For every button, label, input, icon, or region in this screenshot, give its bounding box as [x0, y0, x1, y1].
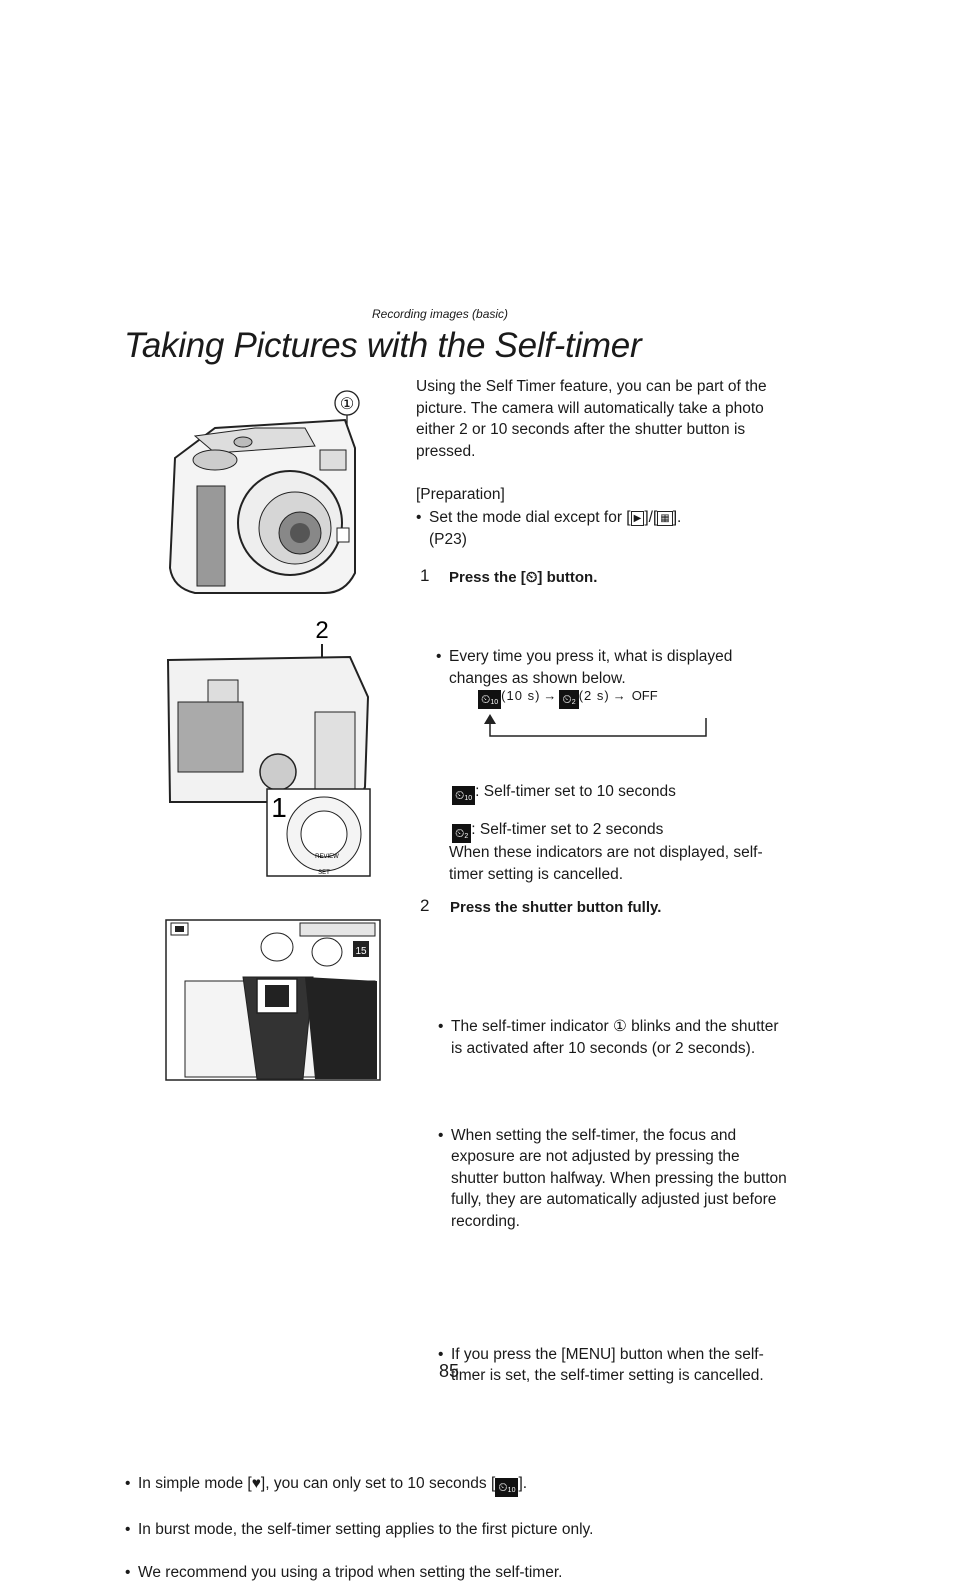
playback-mode-icon: ▶: [631, 511, 645, 526]
step-1-bullet: • Every time you press it, what is displayed changes as shown below.: [436, 646, 789, 689]
step-1-title-end: ] button.: [537, 569, 598, 586]
motion-picture-mode-icon: ▦: [657, 511, 672, 526]
figure-2-number: 2: [315, 617, 329, 644]
note-burst-mode: • In burst mode, the self-timer setting applies to the first picture only.: [125, 1519, 838, 1541]
note-simple-mode-start: In simple mode [: [138, 1474, 252, 1492]
preparation-text-mid: ]/[: [644, 509, 658, 526]
step-2-title: Press the shutter button fully.: [450, 899, 662, 916]
note-simple-mode-end: ].: [518, 1474, 528, 1492]
step-2-bullet-1-end: blinks and the shutter is activated after 10 seconds (or 2 seconds).: [451, 1018, 779, 1057]
lcd-screen-illustration: [165, 919, 381, 1081]
self-timer-10s-icon: $⏲_{10}$: [478, 690, 501, 709]
cycle-item-2s: (2 s): [578, 688, 610, 703]
step-2-bullet-1-start: The self-timer indicator: [451, 1018, 613, 1036]
heart-simple-mode-icon: ♥: [251, 1474, 261, 1492]
preparation-bullet: [416, 507, 779, 550]
section-label: Recording images (basic): [372, 307, 509, 321]
page-title: Taking Pictures with the Self-timer: [124, 326, 642, 365]
self-timer-2s-icon: $⏲_2$: [559, 690, 578, 709]
figure-2-inset-set: SET: [318, 870, 330, 876]
self-timer-2s-icon: $⏲_2$: [452, 824, 471, 843]
step-1-title: [449, 569, 597, 586]
step-2-number: 2: [420, 896, 430, 915]
self-timer-icon: ⏲: [525, 569, 538, 586]
step-2-bullet-2: • When setting the self-timer, the focus and exposure are not adjusted by pressing the shutter button halfway. When pressing the button fully, they are automatically adjusted just before recording.: [438, 1125, 791, 1233]
preparation-page-ref: (P23): [429, 530, 467, 548]
preparation-text-start: Set the mode dial except for [: [429, 509, 631, 526]
figure-2-inset-review: REVIEW: [315, 854, 339, 860]
cycle-return-arrow: [480, 712, 710, 740]
camera-front-illustration: [155, 388, 370, 603]
cycle-arrow-1: →: [543, 688, 557, 703]
page-number: 85: [439, 1361, 460, 1381]
frame-counter: 15: [355, 946, 367, 957]
step-2-bullet-1: [438, 1016, 791, 1059]
indicator-10s-row: [452, 781, 676, 805]
camera-back-illustration: [160, 612, 375, 882]
note-simple-mode: [125, 1473, 838, 1497]
self-timer-10s-icon: $⏲_{10}$: [495, 1478, 518, 1497]
indicator-2s-text: : Self-timer set to 2 seconds: [471, 821, 664, 838]
step-1-title-start: Press the [: [449, 569, 526, 586]
step-1-number: 1: [420, 566, 430, 585]
preparation-heading: [Preparation]: [416, 486, 505, 503]
callout-1-label: ①: [339, 396, 355, 413]
indicator-note: When these indicators are not displayed, self-timer setting is cancelled.: [449, 844, 763, 883]
note-simple-mode-mid: ], you can only set to 10 seconds [: [260, 1474, 496, 1492]
cycle-item-10s: (10 s): [501, 688, 541, 703]
cycle-arrow-2: →: [612, 688, 626, 703]
note-tripod: • We recommend you using a tripod when setting the self-timer.: [125, 1562, 838, 1584]
indicator-10s-text: : Self-timer set to 10 seconds: [475, 783, 676, 800]
indicator-2s-row: [452, 819, 663, 843]
self-timer-10s-icon: $⏲_{10}$: [452, 786, 475, 805]
intro-paragraph: Using the Self Timer feature, you can be part of the picture. The camera will automatically take a photo either 2 or 10 seconds after the shutter button is pressed.: [416, 378, 767, 460]
indicator-reference-marker: ①: [612, 1018, 627, 1036]
cycle-diagram: [478, 688, 658, 709]
preparation-text-end: ].: [672, 509, 682, 526]
cycle-item-off: OFF: [631, 688, 658, 703]
figure-2-inset-number: 1: [271, 792, 287, 823]
step-2-bullet-3: • If you press the [MENU] button when the self-timer is set, the self-timer setting is cancelled.: [438, 1344, 791, 1387]
